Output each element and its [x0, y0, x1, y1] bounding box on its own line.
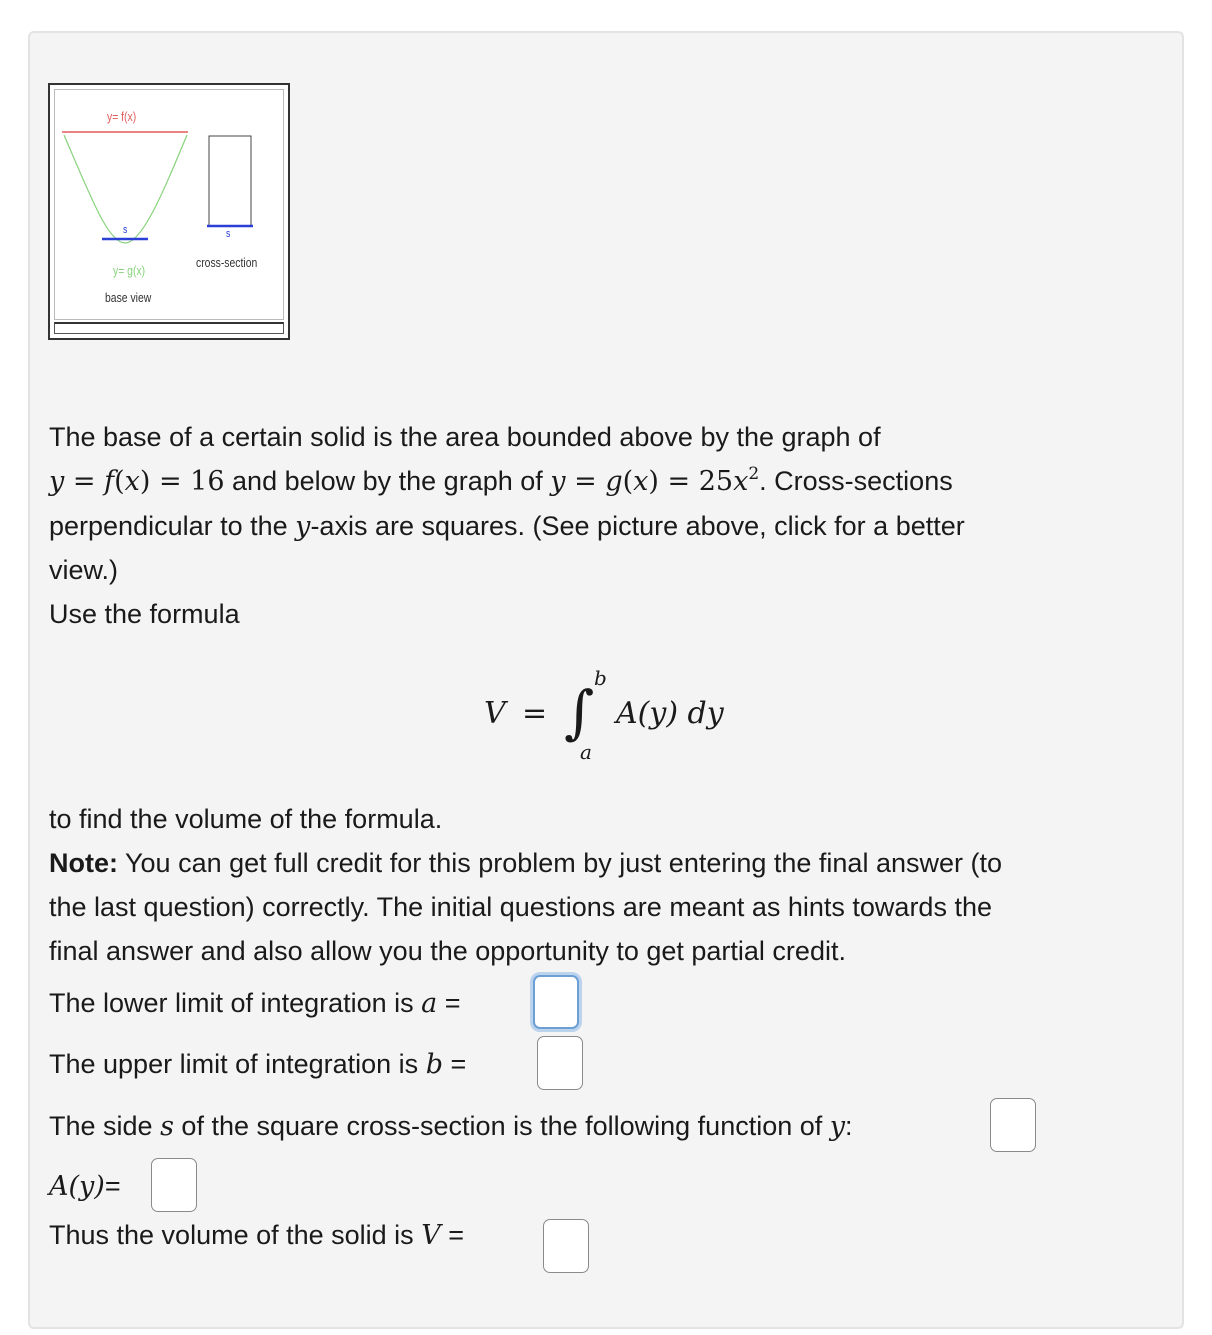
figure-drawing	[50, 85, 292, 342]
problem-line-1: The base of a certain solid is the area bounded above by the graph of	[49, 422, 881, 452]
cross-section-square	[209, 136, 251, 226]
volume-formula	[482, 664, 742, 764]
base-view-label: base view	[105, 290, 152, 305]
integral-sign: ∫	[564, 678, 595, 746]
formula-V: V	[484, 696, 506, 731]
question-upper-limit: The upper limit of integration is b =	[49, 1049, 467, 1080]
question-area-function: A(y)=	[49, 1171, 121, 1202]
problem-figure[interactable]	[48, 83, 290, 340]
note-line-3: final answer and also allow you the opportunity to get partial credit.	[49, 936, 846, 966]
f-label: y= f(x)	[107, 109, 137, 124]
answer-input-volume[interactable]	[543, 1219, 589, 1273]
problem-line-3: perpendicular to the y-axis are squares. (See picture above, click for a better	[49, 511, 965, 542]
s-label-base: s	[123, 224, 128, 236]
problem-line-4: view.)	[49, 555, 119, 585]
answer-input-lower-limit[interactable]	[533, 975, 579, 1029]
problem-line-5: Use the formula	[49, 599, 240, 629]
integrand: A(y) dy	[616, 696, 724, 731]
note-line-1: Note: You can get full credit for this problem by just entering the final answer (to	[49, 848, 1002, 878]
after-formula-text: to find the volume of the formula.	[49, 804, 443, 834]
s-label-cross: s	[226, 228, 231, 240]
question-lower-limit: The lower limit of integration is a =	[49, 988, 461, 1019]
answer-input-side-s[interactable]	[990, 1098, 1036, 1152]
answer-input-area-function[interactable]	[151, 1158, 197, 1212]
note-line-2: the last question) correctly. The initial questions are meant as hints towards the	[49, 892, 992, 922]
note-label: Note:	[49, 848, 118, 878]
lower-limit: a	[580, 740, 592, 764]
g-label: y= g(x)	[113, 263, 146, 278]
question-volume: Thus the volume of the solid is V =	[49, 1220, 464, 1251]
formula-equals: =	[522, 696, 548, 731]
problem-line-2: y = f(x) = 16 and below by the graph of $y = g(x) = 25x^2$. Cross-sections	[49, 464, 953, 497]
answer-input-upper-limit[interactable]	[537, 1036, 583, 1090]
question-side-s: The side s of the square cross-section is the following function of y:	[49, 1111, 853, 1142]
upper-limit: b	[594, 666, 607, 690]
cross-section-label: cross-section	[196, 255, 258, 270]
